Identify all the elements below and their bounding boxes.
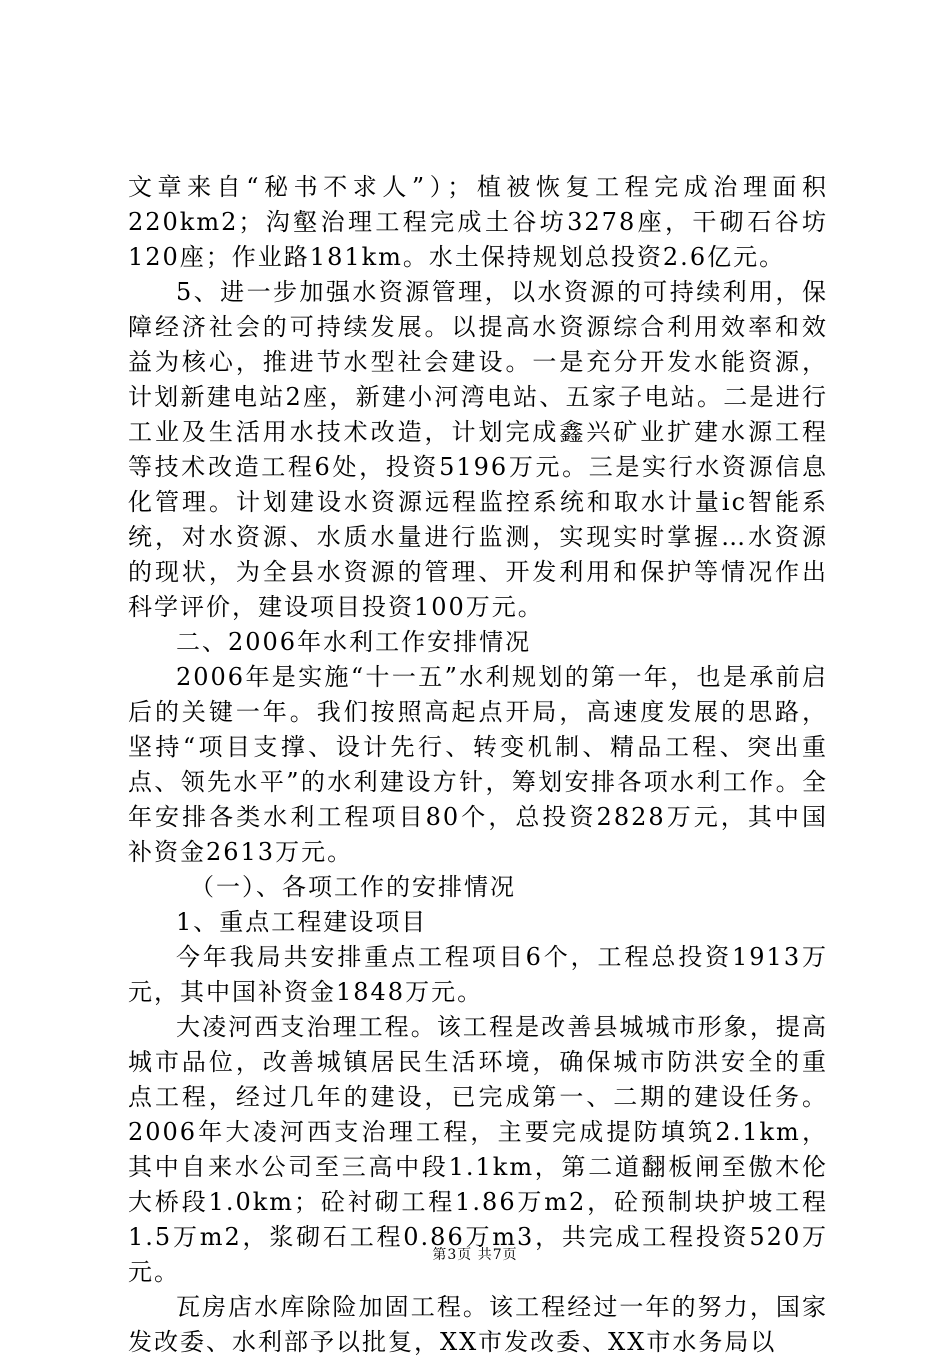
item-heading-key-projects: 1、重点工程建设项目 bbox=[176, 908, 428, 936]
paragraph-2006-overview: 2006年是实施“十一五”水利规划的第一年，也是承前启后的关键一年。我们按照高起点开局，高速度发展的思路，坚持“项目支撑、设计先行、转变机制、精品工程、突出重点、领先水平”的水利建设方针，筹划安排各项水利工作。全年安排各类水利工程项目80个，总投资2828万元，其中国补资金2613万元。 bbox=[128, 663, 828, 866]
page-footer: 第3页 共7页 bbox=[432, 1247, 518, 1263]
paragraph-key-projects: 今年我局共安排重点工程项目6个，工程总投资1913万元，其中国补资金1848万元。 bbox=[128, 943, 828, 1006]
paragraph-wafangdian-reservoir: 瓦房店水库除险加固工程。该工程经过一年的努力，国家发改委、水利部予以批复，XX市发改委、XX市水务局以 bbox=[128, 1293, 828, 1356]
paragraph-water-resources: 5、进一步加强水资源管理，以水资源的可持续利用，保障经济社会的可持续发展。以提高水资源综合利用效率和效益为核心，推进节水型社会建设。一是充分开发水能资源，计划新建电站2座，新建小河湾电站、五家子电站。二是进行工业及生活用水技术改造，计划完成鑫兴矿业扩建水源工程等技术改造工程6处，投资5196万元。三是实行水资源信息化管理。计划建设水资源远程监控系统和取水计量ic智能系统，对水资源、水质水量进行监测，实现实时掌握…水资源的现状，为全县水资源的管理、开发利用和保护等情况作出科学评价，建设项目投资100万元。 bbox=[128, 278, 828, 621]
subsection-heading: （一）、各项工作的安排情况 bbox=[190, 873, 516, 901]
document-body bbox=[128, 170, 828, 1360]
paragraph-continuation: 文章来自“秘书不求人”）；植被恢复工程完成治理面积220km2；沟壑治理工程完成土谷坊3278座，干砌石谷坊120座；作业路181km。水土保持规划总投资2.6亿元。 bbox=[128, 173, 828, 271]
section-heading-2006: 二、2006年水利工作安排情况 bbox=[176, 628, 532, 656]
paragraph-daling-river: 大凌河西支治理工程。该工程是改善县城城市形象，提高城市品位，改善城镇居民生活环境，确保城市防洪安全的重点工程，经过几年的建设，已完成第一、二期的建设任务。2006年大凌河西支治理工程，主要完成提防填筑2.1km，其中自来水公司至三高中段1.1km，第二道翻板闸至傲木伦大桥段1.0km；砼衬砌工程1.86万m2，砼预制块护坡工程1.5万m2，浆砌石工程0.86万m3，共完成工程投资520万元。 bbox=[128, 1013, 828, 1286]
